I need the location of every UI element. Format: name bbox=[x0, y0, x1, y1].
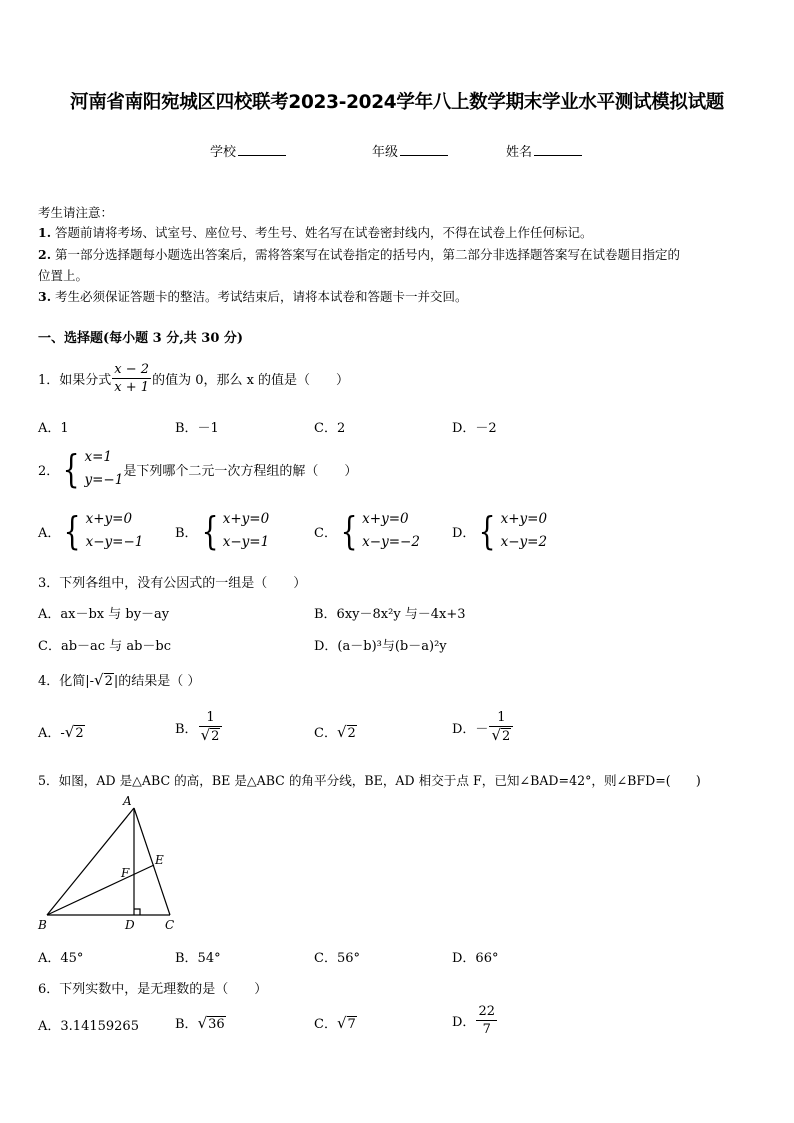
q5-option-c: C．56° bbox=[314, 951, 360, 966]
q5-option-d: D．66° bbox=[452, 951, 499, 966]
q6-option-d: D． $\frac{22}{7}$ bbox=[452, 1004, 495, 1037]
q1-option-d: D．－2 bbox=[452, 421, 497, 436]
fraction: $\frac{x - 2}{x + 1}$ bbox=[114, 362, 150, 395]
q6-option-a: A．3.14159265 bbox=[38, 1019, 139, 1034]
name-field bbox=[506, 141, 582, 160]
school-field bbox=[210, 141, 286, 160]
question-1: 1． 如果分式 $\frac{x - 2}{x + 1}$ 的值为 0，那么 x 的值是（ ） bbox=[38, 362, 350, 395]
q5-option-a: A．45° bbox=[38, 951, 84, 966]
triangle-diagram bbox=[32, 792, 192, 938]
q3-option-b: B．6xy－8x²y 与－4x+3 bbox=[314, 607, 466, 622]
q4-option-b: B． $\frac{1}{√2}$ bbox=[175, 709, 223, 745]
side-ac bbox=[134, 808, 170, 915]
q1-option-b: B．－1 bbox=[175, 421, 219, 436]
side-ab bbox=[47, 808, 134, 915]
question-5: 5．如图，AD 是△ABC 的高，BE 是△ABC 的角平分线，BE，AD 相交于点 F，已知∠BAD=42°，则∠BFD=( ) bbox=[38, 773, 701, 788]
label-c: C bbox=[165, 918, 175, 932]
q4-option-c: C．√2 bbox=[314, 723, 356, 741]
q3-option-d: D．(a－b)³与(b－a)²y bbox=[314, 639, 447, 654]
q6-option-b: B．√36 bbox=[175, 1014, 225, 1032]
q6-option-c: C．√7 bbox=[314, 1014, 356, 1032]
q4-option-d: D．－ $\frac{1}{√2}$ bbox=[452, 709, 514, 745]
question-4: 4．化简|-√2|的结果是（ ） bbox=[38, 671, 201, 689]
page-title: 河南省南阳宛城区四校联考2023-2024学年八上数学期末学业水平测试模拟试题 bbox=[70, 92, 724, 113]
name-blank bbox=[534, 141, 582, 156]
q4-option-a: A．-√2 bbox=[38, 723, 84, 741]
q2-option-a: A． { x+y=0 x−y=−1 bbox=[38, 509, 144, 553]
notice-item-1: 1. 答题前请将考场、试室号、座位号、考生号、姓名写在试卷密封线内，不得在试卷上作任何标记。 bbox=[38, 225, 593, 240]
question-6: 6．下列实数中，是无理数的是（ ） bbox=[38, 982, 268, 997]
q3-option-c: C．ab－ac 与 ab－bc bbox=[38, 639, 171, 654]
notice-heading: 考生请注意： bbox=[38, 205, 114, 220]
q3-option-a: A．ax－bx 与 by－ay bbox=[38, 607, 170, 622]
school-blank bbox=[238, 141, 286, 156]
question-3: 3．下列各组中，没有公因式的一组是（ ） bbox=[38, 576, 307, 591]
section-heading: 一、选择题(每小题 3 分,共 30 分) bbox=[38, 331, 244, 346]
label-a: A bbox=[123, 794, 132, 808]
q1-option-c: C．2 bbox=[314, 421, 346, 436]
school-label: 学校 bbox=[210, 145, 237, 160]
notice-item-2-cont: 位置上。 bbox=[38, 268, 89, 283]
right-angle-mark bbox=[134, 909, 140, 915]
grade-field bbox=[372, 141, 448, 160]
label-f: F bbox=[121, 866, 130, 880]
label-d: D bbox=[125, 918, 135, 932]
label-b: B bbox=[38, 918, 47, 932]
grade-label: 年级 bbox=[372, 145, 399, 160]
q2-option-b: B． { x+y=0 x−y=1 bbox=[175, 509, 270, 553]
notice-item-3: 3. 考生必须保证答题卡的整洁。考试结束后，请将本试卷和答题卡一并交回。 bbox=[38, 289, 468, 304]
name-label: 姓名 bbox=[506, 145, 533, 160]
question-2: 2． { x=1 y=−1 是下列哪个二元一次方程组的解（ ） bbox=[38, 447, 358, 491]
q2-option-d: D． { x+y=0 x−y=2 bbox=[452, 509, 548, 553]
bisector-be bbox=[47, 865, 154, 915]
label-e: E bbox=[155, 853, 164, 867]
equation-system: { x=1 y=−1 bbox=[62, 447, 124, 491]
grade-blank bbox=[400, 141, 448, 156]
q2-option-c: C． { x+y=0 x−y=−2 bbox=[314, 509, 420, 553]
q1-option-a: A．1 bbox=[38, 421, 69, 436]
notice-item-2: 2. 第一部分选择题每小题选出答案后，需将答案写在试卷指定的括号内，第二部分非选择题答案写在试卷题目指定的 bbox=[38, 247, 681, 262]
q5-option-b: B．54° bbox=[175, 951, 221, 966]
